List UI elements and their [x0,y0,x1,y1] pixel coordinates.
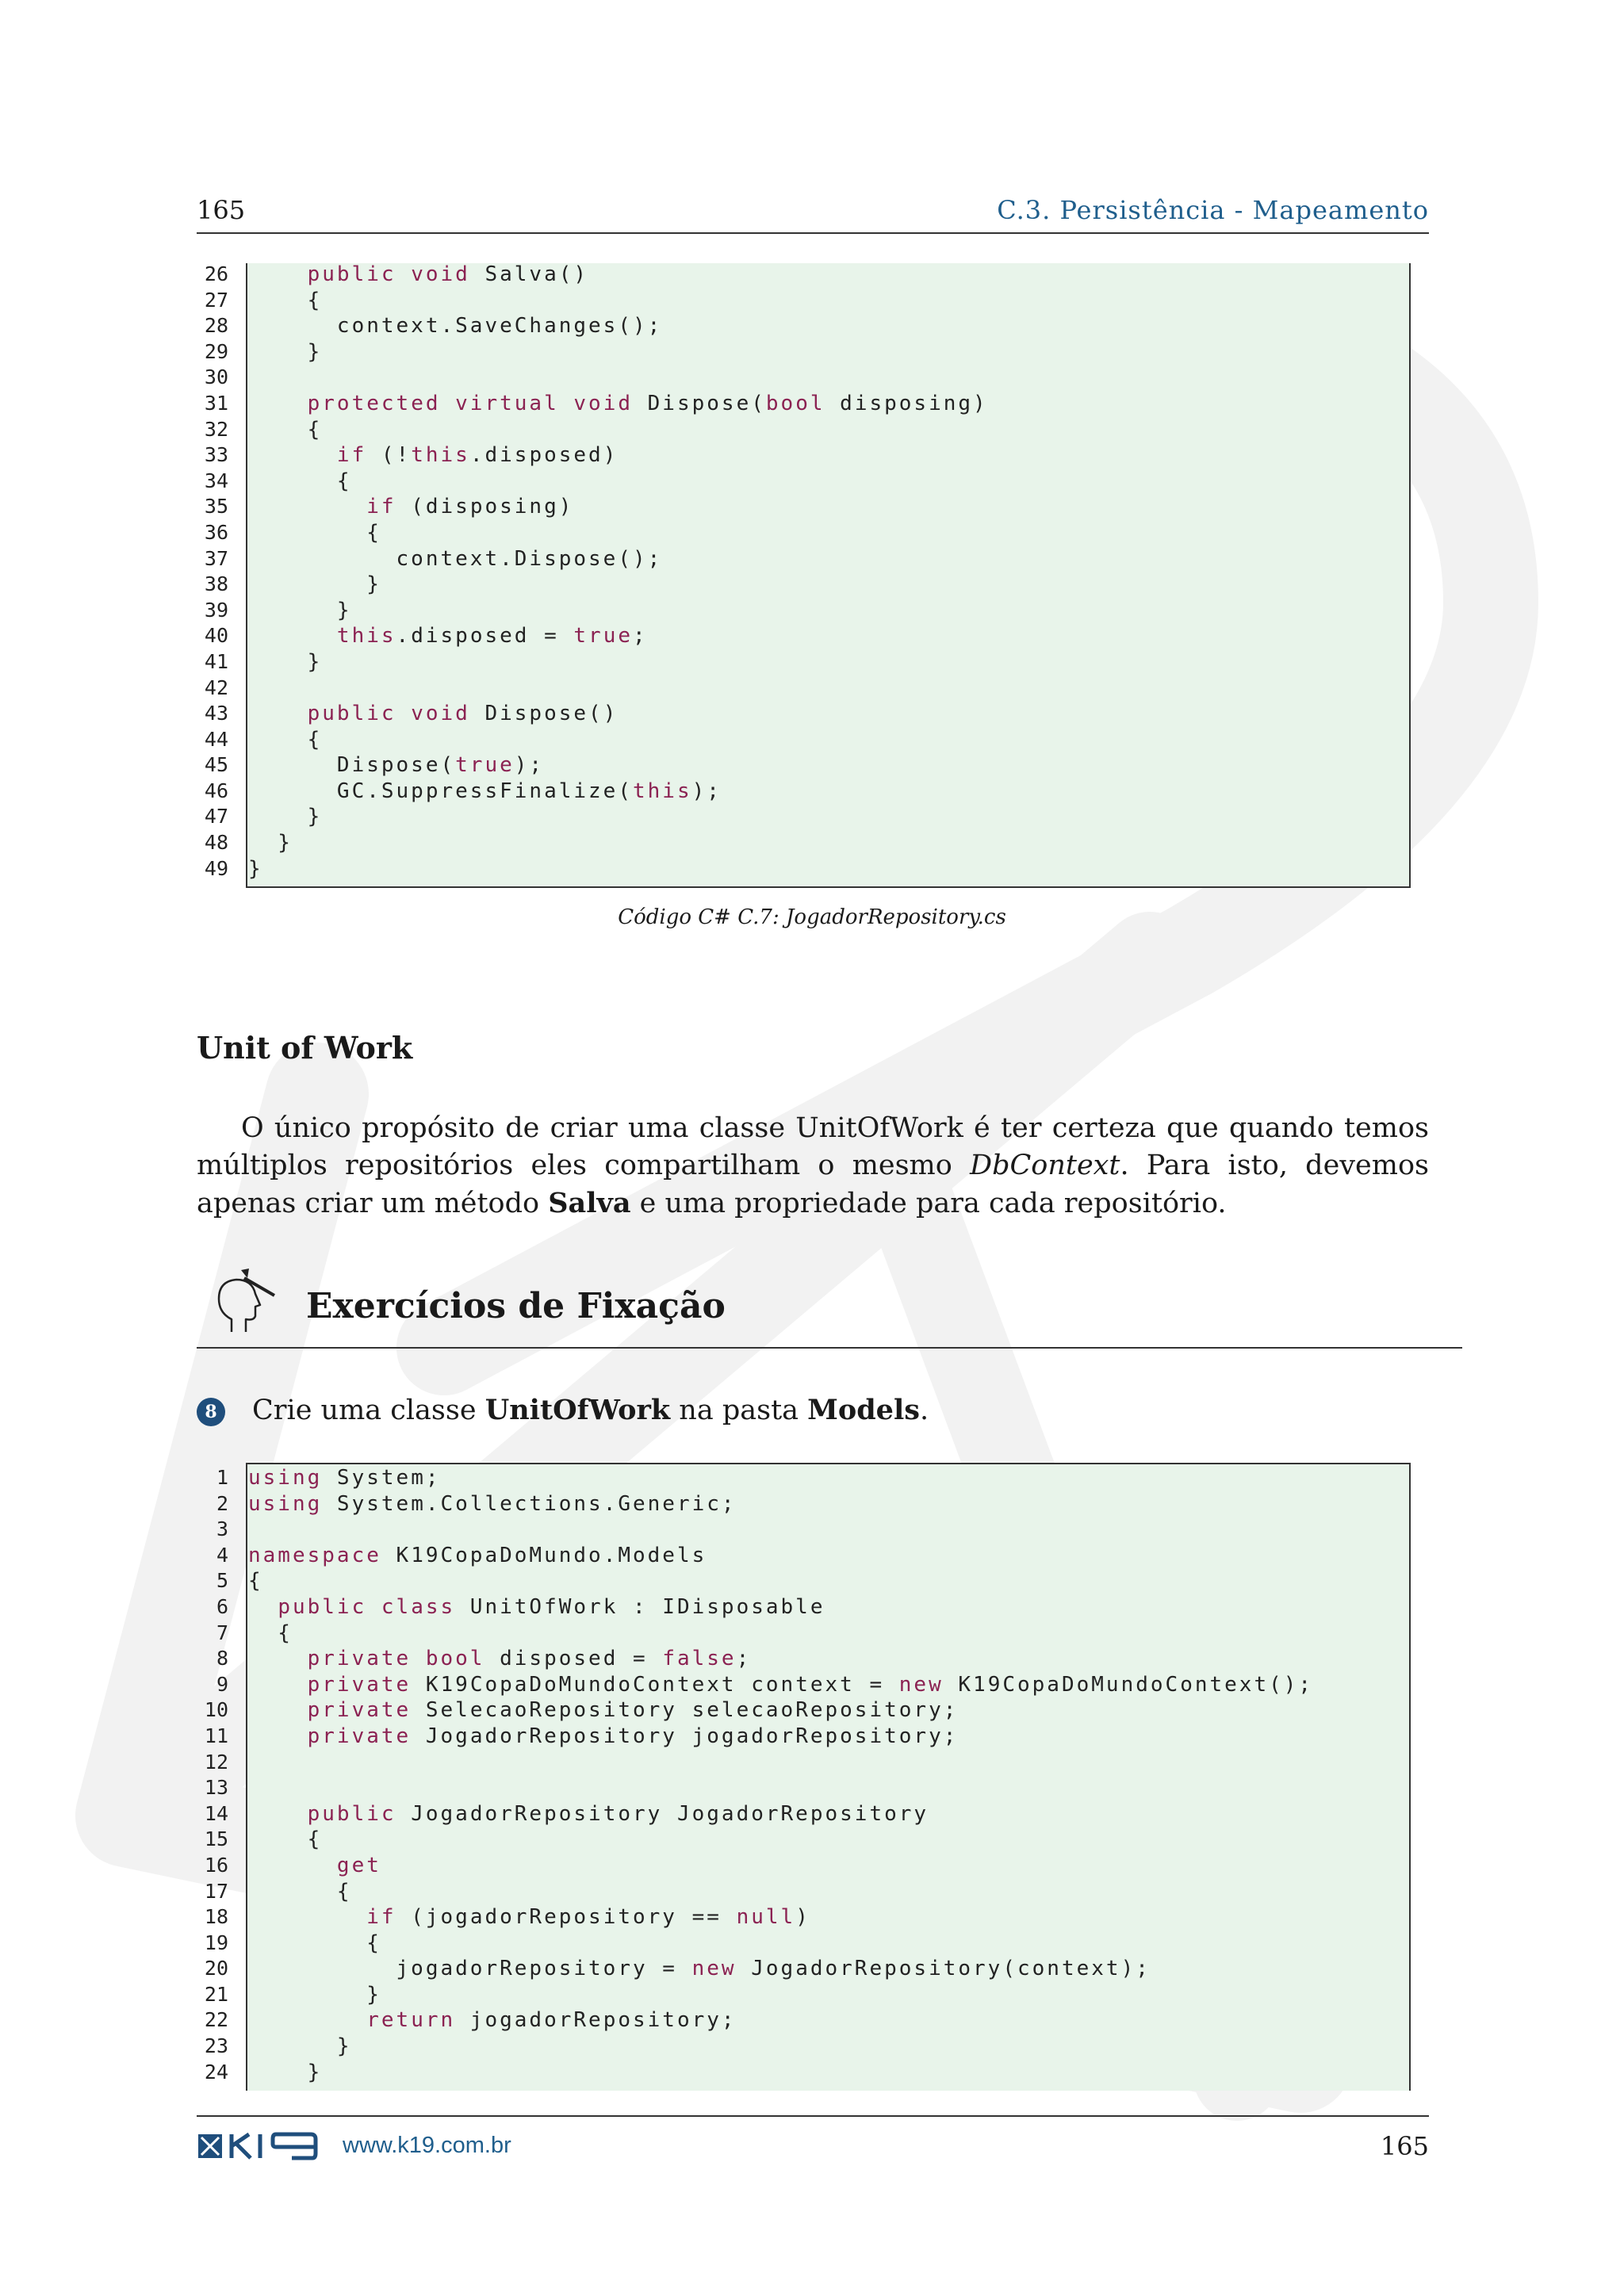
code-line [197,1594,1418,1621]
line-number: 21 [204,1982,228,2006]
code-line [197,442,1418,469]
code-line [197,391,1418,417]
ex8-pre: Crie uma classe [252,1395,485,1426]
line-number: 24 [204,2060,228,2084]
header-section-title [997,195,1429,225]
code-text: } [248,572,381,597]
code-text: context.SaveChanges(); [248,314,663,339]
code-line [197,1465,1418,1491]
code-text: public void Salva() [307,262,589,286]
line-number: 37 [204,546,228,570]
code-line [197,469,1418,495]
line-number: 7 [216,1621,228,1644]
section-title: Unit of Work [197,1030,413,1066]
code-text: Dispose(true); [248,753,545,778]
line-number: 13 [204,1776,228,1800]
line-number: 15 [204,1827,228,1851]
line-number: 23 [204,2034,228,2058]
code-line [197,727,1418,753]
code-line [197,598,1418,624]
line-number: 19 [204,1931,228,1954]
line-number: 20 [204,1957,228,1980]
line-number: 48 [204,831,228,855]
code-line [197,1775,1418,1801]
line-number: 41 [204,649,228,673]
code-line [197,2060,1418,2086]
code-text: { [248,288,323,312]
code-line [197,701,1418,727]
code-text: protected virtual void Dispose(bool disposing) [307,391,988,415]
exercise-8-text [252,1394,929,1426]
code-text: jogadorRepository = new JogadorRepository(context); [248,1957,1151,1981]
code-line [197,365,1418,391]
code-line [197,313,1418,339]
line-number: 45 [204,753,228,777]
code-line [197,752,1418,779]
line-number: 36 [204,520,228,544]
code-text: } [248,649,323,674]
code-text: namespace K19CopaDoMundo.Models [248,1543,707,1567]
code-text: public class UnitOfWork : IDisposable [278,1594,825,1619]
line-number: 4 [216,1543,228,1567]
line-number: 30 [204,365,228,389]
para-text-2: . Para isto, devemos apenas criar um método [197,1150,1429,1219]
code-line [197,1827,1418,1853]
para-text-1: O único propósito de criar uma classe UnitOfWork é ter certeza que quando temos múltiplos repositórios eles compartilham o mesmo [197,1112,1429,1181]
ex8-bold-folder: Models [807,1394,920,1426]
line-number: 26 [204,262,228,285]
line-number: 18 [204,1905,228,1929]
line-number: 14 [204,1801,228,1825]
code-line [197,623,1418,649]
code-text: public JogadorRepository JogadorRepository [307,1801,929,1826]
line-number: 3 [216,1517,228,1541]
code-text: if (jogadorRepository == null) [366,1905,810,1930]
code-text: } [248,339,323,364]
line-number: 46 [204,779,228,802]
code-text: } [248,598,352,622]
line-number: 29 [204,339,228,363]
code-line [197,1956,1418,1982]
code-text: context.Dispose(); [248,546,663,571]
code-text: } [248,1982,381,2007]
code-line [197,288,1418,314]
ex8-post: . [919,1395,929,1426]
line-number: 22 [204,2008,228,2032]
line-number: 2 [216,1491,228,1515]
line-number: 34 [204,469,228,492]
code-text: { [248,1931,381,1955]
code-line [197,1931,1418,1957]
code-line [197,339,1418,365]
code-text: { [248,469,352,493]
code-text: { [248,1621,293,1645]
code-line [197,1568,1418,1594]
code-text: { [248,727,323,752]
para-text-3: e uma propriedade para cada repositório. [630,1188,1227,1219]
code-text: private K19CopaDoMundoContext context = new K19CopaDoMundoContext(); [307,1672,1314,1697]
code-text: this.disposed = true; [336,624,648,649]
line-number: 17 [204,1879,228,1903]
code-line [197,1879,1418,1905]
line-number: 8 [216,1647,228,1670]
header-section-text: C.3. Persistência - Mapeamento [997,195,1429,225]
code-text: if (disposing) [366,495,574,519]
exercises-title: Exercícios de Fixação [306,1286,726,1326]
code-text: private JogadorRepository jogadorRepository; [307,1724,959,1748]
code-caption: Código C# C.7: JogadorRepository.cs [618,905,1006,929]
code-text: { [248,1569,263,1594]
line-number: 28 [204,314,228,338]
exercise-number-badge: 8 [197,1398,225,1426]
footer-url: www.k19.com.br [343,2133,511,2158]
code-text: public void Dispose() [307,702,619,726]
code-text: get [336,1853,381,1877]
line-number: 5 [216,1569,228,1593]
code-line [197,1724,1418,1750]
code-text: { [248,1879,352,1904]
line-number: 43 [204,702,228,725]
code-line [197,1517,1418,1543]
line-number: 47 [204,805,228,828]
thinking-head-icon [208,1267,279,1338]
code-line [197,1853,1418,1879]
code-line [197,830,1418,856]
line-number: 11 [204,1724,228,1747]
code-line [197,1904,1418,1931]
line-number: 32 [204,417,228,441]
code-text: } [248,856,263,881]
line-number: 40 [204,624,228,648]
code-line [197,1750,1418,1776]
code-line [197,262,1418,288]
line-number: 33 [204,443,228,467]
code-text: { [248,1827,323,1852]
code-text: return jogadorRepository; [366,2008,737,2033]
code-text: } [248,831,293,855]
line-number: 27 [204,288,228,312]
footer-rule [197,2115,1429,2117]
body-paragraph [197,1110,1429,1223]
code-line [197,1621,1418,1647]
line-number: 35 [204,495,228,519]
ex8-mid: na pasta [670,1395,808,1426]
code-block-1 [197,262,1418,882]
code-line [197,1646,1418,1672]
line-number: 49 [204,856,228,880]
line-number: 10 [204,1698,228,1722]
para-italic: DbContext [970,1150,1120,1181]
code-line [197,546,1418,572]
code-line [197,1491,1418,1517]
code-block-2 [197,1465,1418,2085]
code-text: { [248,520,381,545]
code-line [197,2007,1418,2034]
code-text: using System.Collections.Generic; [248,1491,737,1516]
code-line [197,675,1418,702]
line-number: 12 [204,1750,228,1774]
line-number: 9 [216,1672,228,1696]
code-line [197,572,1418,598]
line-number: 31 [204,391,228,415]
line-number: 44 [204,727,228,751]
line-number: 1 [216,1466,228,1489]
line-number: 42 [204,675,228,699]
code-line [197,804,1418,830]
code-text: } [248,805,323,829]
footer-page-number: 165 [1380,2131,1429,2161]
code-line [197,1982,1418,2008]
line-number: 39 [204,598,228,622]
code-text: } [248,2060,323,2084]
header-rule [197,232,1429,234]
code-line [197,520,1418,546]
code-text: using System; [248,1466,441,1490]
k19-logo [197,2130,319,2163]
code-line [197,494,1418,520]
code-line [197,1697,1418,1724]
code-text: if (!this.disposed) [336,443,619,468]
ex8-bold-class: UnitOfWork [485,1394,671,1426]
line-number: 16 [204,1853,228,1877]
para-bold: Salva [548,1187,631,1219]
code-text: private SelecaoRepository selecaoRepository; [307,1698,959,1723]
code-text: { [248,417,323,442]
code-line [197,856,1418,882]
code-line [197,2034,1418,2060]
code-line [197,779,1418,805]
exercises-rule [197,1347,1462,1349]
code-line [197,1801,1418,1827]
code-line [197,417,1418,443]
code-text: GC.SuppressFinalize(this); [248,779,722,803]
code-text: } [248,2034,352,2059]
line-number: 6 [216,1594,228,1618]
code-line [197,1543,1418,1569]
header-page-number: 165 [197,195,246,225]
code-line [197,649,1418,675]
code-text: private bool disposed = false; [307,1647,752,1671]
code-line [197,1672,1418,1698]
line-number: 38 [204,572,228,596]
